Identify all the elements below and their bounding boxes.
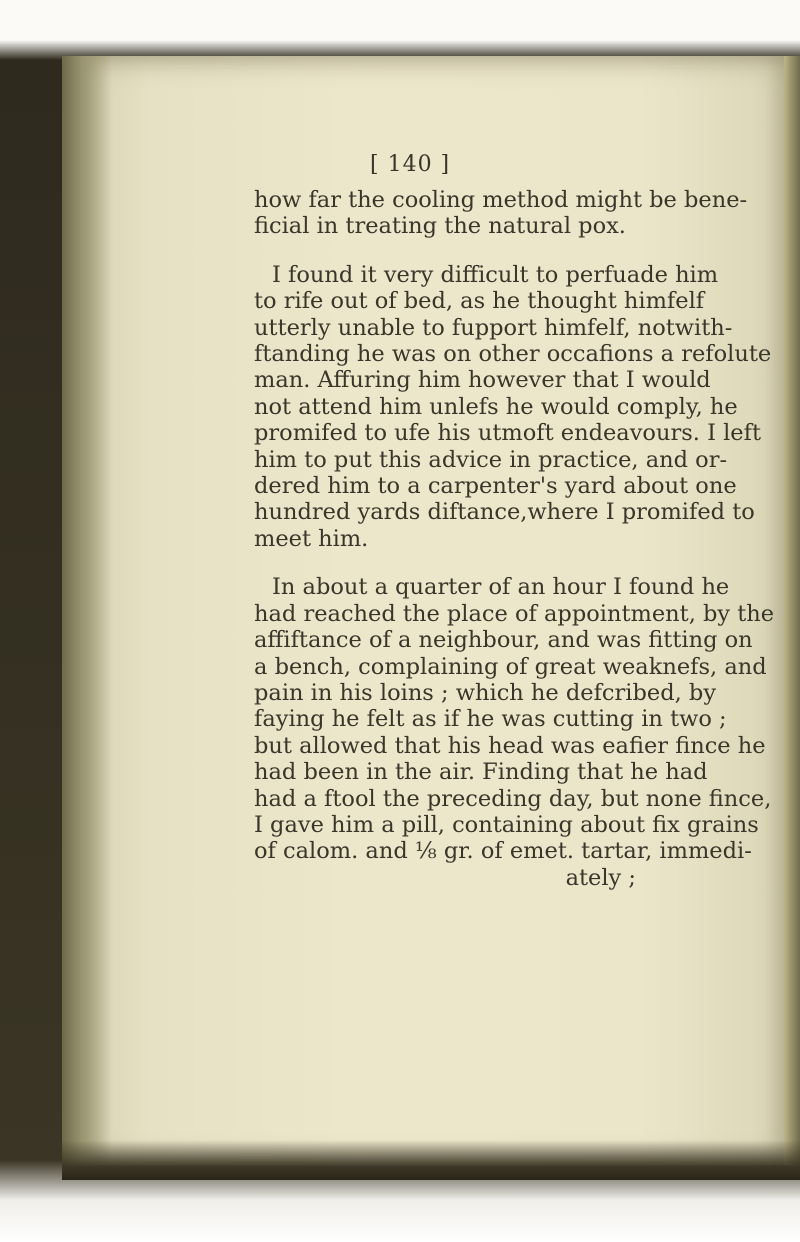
page-edge-right (784, 56, 800, 1166)
text-line: hundred yards diftance,where I promifed to (254, 499, 755, 526)
text-line: man. Affuring him however that I would (254, 367, 711, 394)
page-gutter (62, 56, 112, 1166)
page-edge-bottom (62, 1140, 800, 1180)
text-line: meet him. (254, 525, 369, 552)
text-line: but allowed that his head was eafier fince he (254, 732, 766, 759)
text-line: I found it very difficult to perfuade him (272, 261, 719, 288)
text-line: promifed to ufe his utmoft endeavours. I left (254, 420, 761, 447)
text-line: faying he felt as if he was cutting in two ; (254, 706, 727, 733)
text-line: him to put this advice in practice, and or- (254, 446, 728, 473)
paragraph-3 (254, 574, 775, 891)
text-line: affiftance of a neighbour, and was fitting on (254, 627, 753, 654)
paragraph-2 (254, 261, 772, 552)
page-number-header: [ 140 ] (370, 152, 451, 177)
text-line: had reached the place of appointment, by the (254, 600, 775, 627)
text-line: I gave him a pill, containing about fix grains (254, 811, 759, 838)
page-body (254, 150, 775, 891)
text-line: had been in the air. Finding that he had (254, 759, 708, 786)
text-line: utterly unable to fupport himfelf, notwith- (254, 314, 733, 341)
text-line: of calom. and ⅛ gr. of emet. tartar, immedi- (254, 838, 752, 865)
text-line: dered him to a carpenter's yard about one (254, 473, 737, 500)
text-line: In about a quarter of an hour I found he (272, 574, 730, 601)
text-line: ftanding he was on other occafions a refolute (254, 341, 772, 368)
text-line: to rife out of bed, as he thought himfelf (254, 288, 705, 315)
catchword: ately ; (565, 864, 636, 891)
text-line: how far the cooling method might be bene- (254, 187, 748, 213)
text-line: had a ftool the preceding day, but none fince, (254, 785, 772, 812)
text-line: a bench, complaining of great weaknefs, and (254, 653, 767, 680)
text-line: ficial in treating the natural pox. (254, 213, 626, 240)
text-line: not attend him unlefs he would comply, he (254, 393, 738, 420)
paragraph-1 (254, 187, 748, 240)
text-line: pain in his loins ; which he defcribed, by (254, 679, 717, 706)
